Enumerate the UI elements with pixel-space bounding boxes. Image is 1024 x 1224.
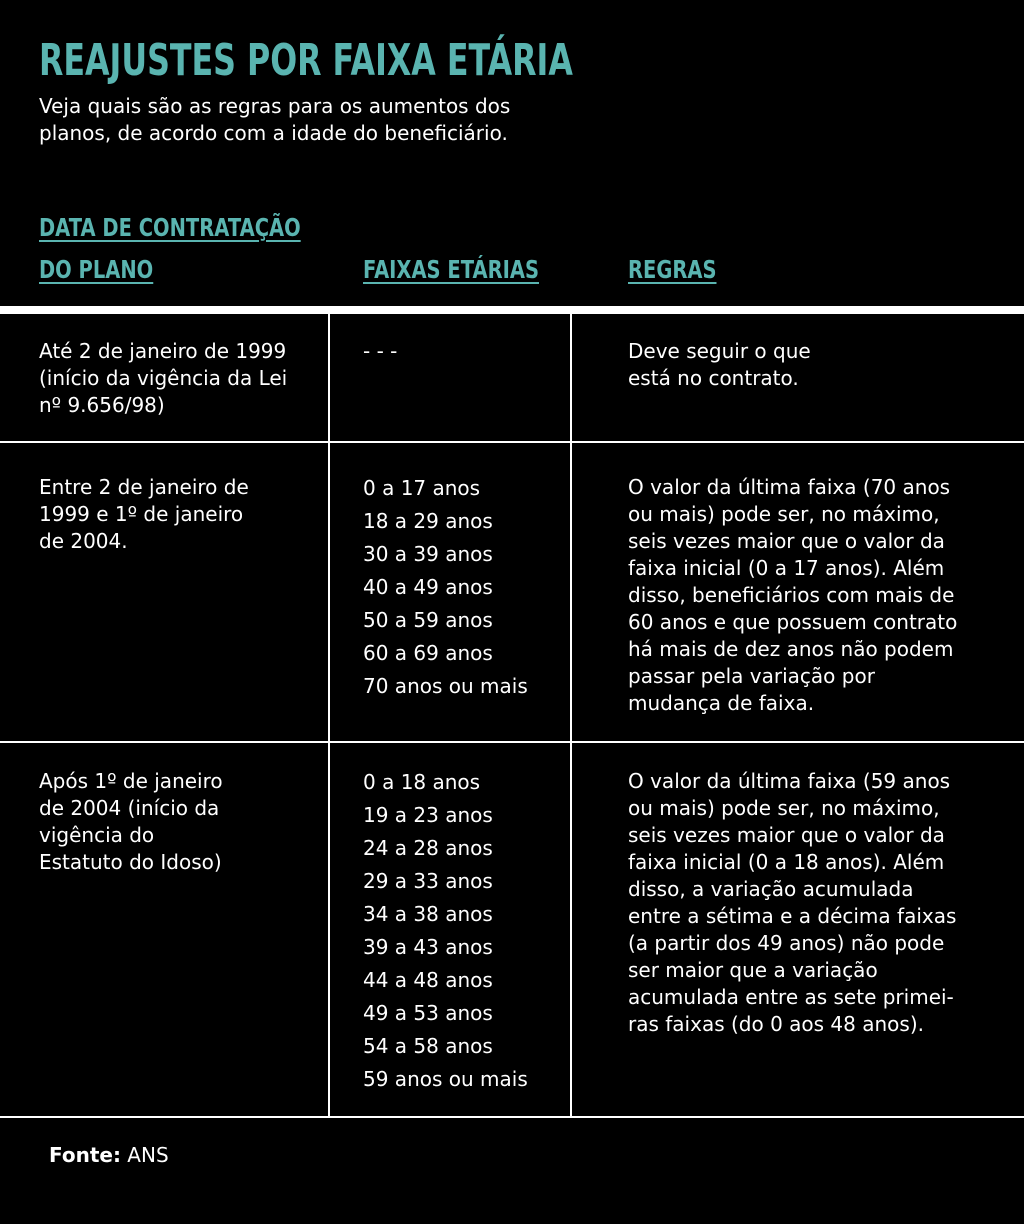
source-value: ANS xyxy=(120,1143,169,1167)
header-divider xyxy=(0,306,1024,314)
row-divider xyxy=(0,741,1024,743)
row-1-rules: Deve seguir o que está no contrato. xyxy=(628,339,811,390)
header-rules: REGRAS xyxy=(628,255,717,284)
source-label: Fonte: xyxy=(49,1143,121,1167)
row-3-rules: O valor da última faixa (59 anos ou mais) pode ser, no máximo, seis vezes maior que o valor da faixa inicial (0 a 18 anos). Além disso, a variação acumulada entre a sétima e a décima faixas (a partir dos 49 anos) não pode ser maior que a variação acumulada entre as sete primei- ras faixas (do 0 aos 48 anos). xyxy=(628,769,957,1036)
row-2-rules: O valor da última faixa (70 anos ou mais) pode ser, no máximo, seis vezes maior que o valor da faixa inicial (0 a 17 anos). Além disso, beneficiários com mais de 60 anos e que possuem contrato há mais de dez anos não podem passar pela variação por mudança de faixa. xyxy=(628,475,958,715)
header-contract-date: DATA DE CONTRATAÇÃO DO PLANO xyxy=(39,213,301,284)
column-divider xyxy=(570,314,572,1116)
row-1-ages: - - - xyxy=(363,339,398,363)
column-divider xyxy=(328,314,330,1116)
table-bottom-divider xyxy=(0,1116,1024,1118)
row-divider xyxy=(0,441,1024,443)
row-3-ages: 0 a 18 anos 19 a 23 anos 24 a 28 anos 29 a 33 anos 34 a 38 anos 39 a 43 anos 44 a 48 anos 49 a 53 anos 54 a 58 anos 59 anos ou mais xyxy=(363,770,528,1091)
row-2-date: Entre 2 de janeiro de 1999 e 1º de janeiro de 2004. xyxy=(39,475,249,553)
page-subtitle: Veja quais são as regras para os aumentos dos planos, de acordo com a idade do beneficiário. xyxy=(39,94,511,145)
source-note xyxy=(49,1143,169,1167)
header-age-ranges: FAIXAS ETÁRIAS xyxy=(363,255,539,284)
row-3-date: Após 1º de janeiro de 2004 (início da vigência do Estatuto do Idoso) xyxy=(39,769,223,874)
row-1-date: Até 2 de janeiro de 1999 (início da vigência da Lei nº 9.656/98) xyxy=(39,339,288,417)
row-2-ages: 0 a 17 anos 18 a 29 anos 30 a 39 anos 40 a 49 anos 50 a 59 anos 60 a 69 anos 70 anos ou mais xyxy=(363,476,528,698)
page-title: REAJUSTES POR FAIXA ETÁRIA xyxy=(39,35,573,86)
